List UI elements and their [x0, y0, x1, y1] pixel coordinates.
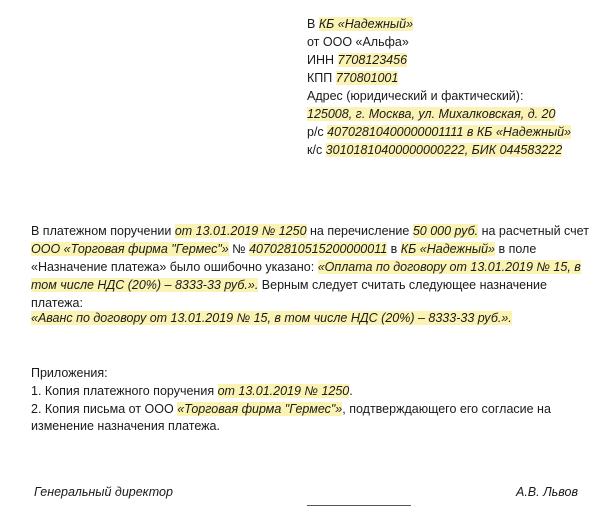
attachment-item-2-cont: изменение назначения платежа.: [31, 419, 220, 433]
amount: 50 000 руб.: [412, 224, 479, 238]
correspondent-account: к/с 30101810400000000222, БИК 044583222: [307, 143, 563, 157]
correct-purpose: «Аванс по договору от 13.01.2019 № 15, в том числе НДС (20%) – 8333-33 руб.».: [31, 311, 512, 325]
attachment-item-2: 2. Копия письма от ООО «Торговая фирма "Гермес"», подтверждающего его согласие на: [31, 402, 551, 416]
addressee-bank: КБ «Надежный»: [318, 17, 414, 31]
addressee-to: В КБ «Надежный»: [307, 17, 414, 31]
wrong-purpose-start: «Оплата по договору от 13.01.2019 № 15, в: [317, 260, 581, 274]
body-line-3: «Назначение платежа» было ошибочно указано: «Оплата по договору от 13.01.2019 № 15, в: [31, 260, 581, 274]
addressee-from: от ООО «Альфа»: [307, 35, 409, 49]
body-line-1: В платежном поручении от 13.01.2019 № 1250 на перечисление 50 000 руб. на расчетный счет: [31, 224, 589, 238]
wrong-purpose-end: том числе НДС (20%) – 8333-33 руб.».: [31, 278, 259, 292]
rs-value: 40702810400000001111 в КБ «Надежный»: [327, 125, 572, 139]
addressee-inn: ИНН 7708123456: [307, 53, 408, 67]
address-label: Адрес (юридический и фактический):: [307, 89, 524, 103]
attachment-1-ref: от 13.01.2019 № 1250: [217, 384, 350, 398]
addressee-kpp: КПП 770801001: [307, 71, 399, 85]
body-line-5: платежа:: [31, 296, 83, 310]
recipient-company: ООО «Торговая фирма "Гермес"»: [31, 242, 229, 256]
signatory-name: А.В. Львов: [516, 485, 578, 499]
signatory-position: Генеральный директор: [34, 485, 173, 499]
attachment-2-company: «Торговая фирма "Гермес"»: [177, 402, 343, 416]
attachments-label: Приложения:: [31, 366, 108, 380]
ks-value: 30101810400000000222, БИК 044583222: [325, 143, 563, 157]
recipient-account: 40702810515200000011: [249, 242, 388, 256]
body-line-4: том числе НДС (20%) – 8333-33 руб.». Верным следует считать следующее назначение: [31, 278, 547, 292]
body-line-2: ООО «Торговая фирма "Гермес"» № 40702810515200000011 в КБ «Надежный» в поле: [31, 242, 537, 256]
inn-value: 7708123456: [337, 53, 408, 67]
kpp-value: 770801001: [335, 71, 399, 85]
recipient-bank: КБ «Надежный»: [400, 242, 496, 256]
settlement-account: р/с 40702810400000001111 в КБ «Надежный»: [307, 125, 572, 139]
order-ref: от 13.01.2019 № 1250: [174, 224, 307, 238]
signature-line: [307, 505, 411, 506]
attachment-item-1: 1. Копия платежного поручения от 13.01.2019 № 1250.: [31, 384, 353, 398]
address-value: 125008, г. Москва, ул. Михалковская, д. 20: [307, 107, 556, 121]
